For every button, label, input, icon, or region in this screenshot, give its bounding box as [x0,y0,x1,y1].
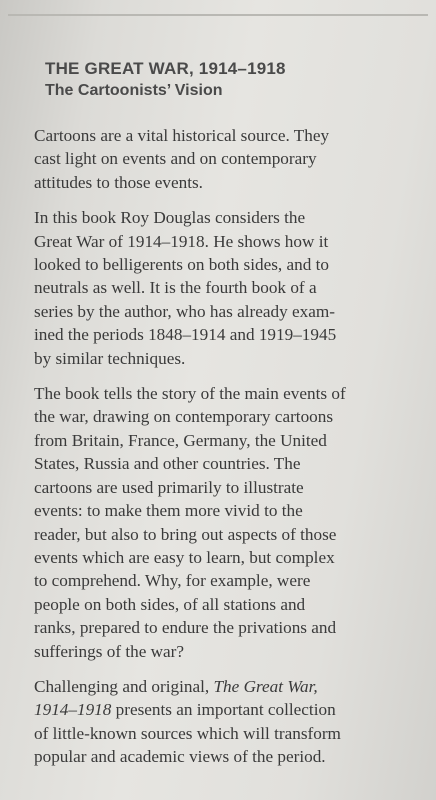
text-line: States, Russia and other countries. The [34,454,301,474]
blurb-paragraph-2 [34,206,430,370]
text-line: ranks, prepared to endure the privations and [34,618,337,638]
text-line: from Britain, France, Germany, the United [34,430,327,450]
text-line: events: to make them more vivid to the [34,501,303,521]
text-line: popular and academic views of the period. [34,747,326,767]
text-line: to comprehend. Why, for example, were [34,571,311,591]
text-line: cartoons are used primarily to illustrate [34,477,304,497]
text-line: the war, drawing on contemporary cartoons [34,407,334,427]
text-line: people on both sides, of all stations and [34,594,306,614]
book-title-italic: The Great War, [213,676,318,696]
text-line [34,675,430,698]
text-line: events which are easy to learn, but complex [34,547,335,567]
text-run: Challenging and original, [34,676,214,696]
text-line: In this book Roy Douglas considers the [34,208,306,228]
text-line: Cartoons are a vital historical source. They [34,126,330,145]
text-line [34,698,430,721]
book-dates-italic: 1914–1918 [34,700,112,720]
blurb-paragraph-3 [34,382,430,663]
text-line: sufferings of the war? [34,641,185,661]
text-line: series by the author, who has already exam- [34,301,335,321]
book-title: THE GREAT WAR, 1914–1918 [45,59,286,78]
blurb-paragraph-1 [34,124,430,194]
text-line: attitudes to those events. [34,172,203,192]
text-line: cast light on events and on contemporary [34,149,317,169]
text-run: presents an important collection [111,700,336,720]
text-line: neutrals as well. It is the fourth book of a [34,278,317,298]
text-line: of little-known sources which will transform [34,723,341,743]
text-line: reader, but also to bring out aspects of those [34,524,337,544]
text-line: ined the periods 1848–1914 and 1919–1945 [34,325,337,345]
book-subtitle: The Cartoonists’ Vision [45,82,223,99]
blurb-paragraph-4 [34,675,430,769]
text-line: The book tells the story of the main events of [34,384,346,404]
text-line: looked to belligerents on both sides, and to [34,255,330,275]
text-line: Great War of 1914–1918. He shows how it [34,231,329,251]
text-line: by similar techniques. [34,348,186,368]
blurb-text [34,124,430,781]
top-divider [8,14,428,16]
